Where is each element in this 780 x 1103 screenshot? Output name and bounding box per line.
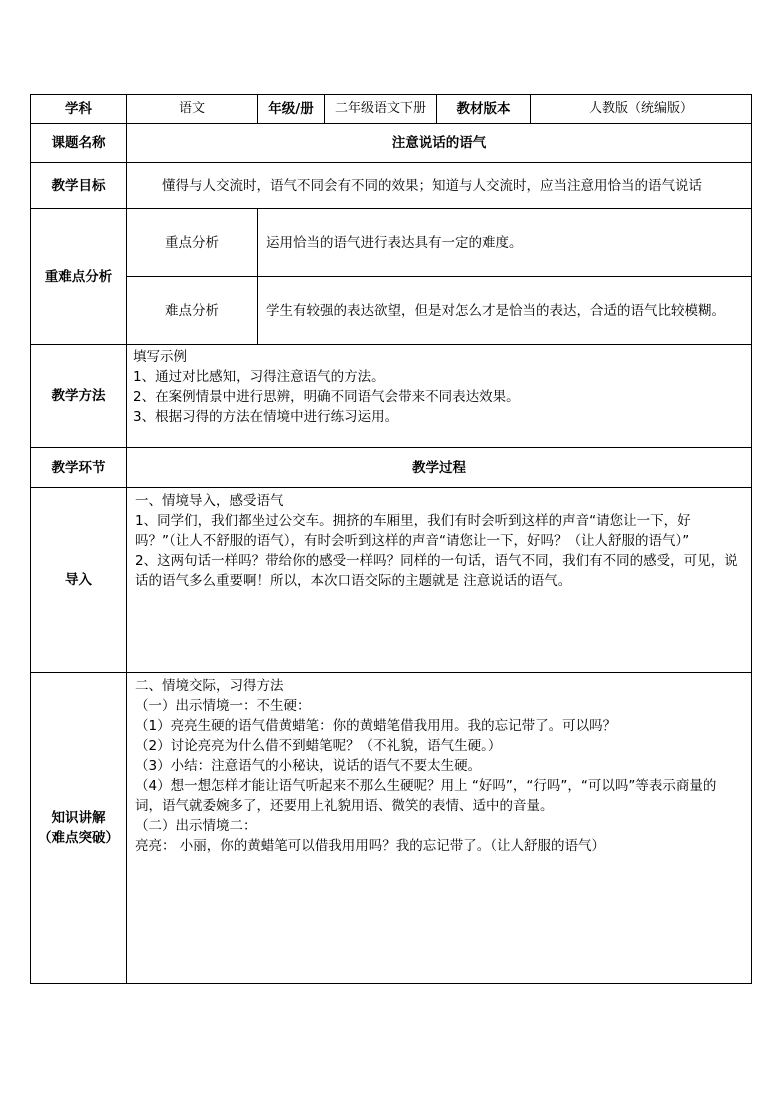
key-point-row: [31, 209, 752, 277]
knowledge-label: [31, 673, 127, 984]
method-line: 2、在案例情景中进行思辨，明确不同语气会带来不同表达效果。: [133, 389, 520, 405]
topic-label: 课题名称: [31, 124, 127, 163]
difficult-point-label: 难点分析: [127, 277, 258, 345]
grade-label: 年级/册: [258, 95, 325, 124]
knowledge-line: 二、情境交际，习得方法: [135, 678, 284, 694]
stage-header: 教学环节: [31, 448, 127, 488]
intro-line: 一、情境导入，感受语气: [135, 493, 284, 509]
knowledge-line: （2）讨论亮亮为什么借不到蜡笔呢？（不礼貌，语气生硬。）: [135, 738, 502, 754]
knowledge-line: （4）想一想怎样才能让语气听起来不那么生硬呢？用上 “好吗”，“行吗”，“可以吗”等表示商量的词，语气就委婉多了，还要用上礼貌用语、微笑的表情、适中的音量。: [135, 778, 717, 814]
header-row: [31, 95, 752, 124]
method-content: [127, 345, 752, 448]
difficult-point-row: [31, 277, 752, 345]
knowledge-line: （二）出示情境二：: [135, 818, 257, 834]
textbook-value: 人教版（统编版）: [531, 95, 752, 124]
method-row: [31, 345, 752, 448]
knowledge-line: （一）出示情境一：不生硬：: [135, 698, 311, 714]
knowledge-line: （1）亮亮生硬的语气借黄蜡笔：你的黄蜡笔借我用用。我的忘记带了。可以吗？: [135, 718, 617, 734]
intro-line: 2、这两句话一样吗？带给你的感受一样吗？同样的一句话，语气不同，我们有不同的感受，可见，说话的语气多么重要啊！所以，本次口语交际的主题就是 注意说话的语气。: [135, 553, 738, 589]
knowledge-content: [127, 673, 752, 984]
topic-title: 注意说话的语气: [127, 124, 752, 163]
goal-row: [31, 163, 752, 209]
method-line: 填写示例: [133, 349, 187, 365]
subject-label: 学科: [31, 95, 127, 124]
goal-text: 懂得与人交流时，语气不同会有不同的效果；知道与人交流时，应当注意用恰当的语气说话: [127, 163, 752, 209]
knowledge-line: 亮亮： 小丽，你的黄蜡笔可以借我用用吗？我的忘记带了。（让人舒服的语气）: [135, 838, 606, 854]
intro-content: [127, 488, 752, 673]
method-label: 教学方法: [31, 345, 127, 448]
subject-value: 语文: [127, 95, 258, 124]
key-point-text: 运用恰当的语气进行表达具有一定的难度。: [258, 209, 752, 277]
knowledge-row: [31, 673, 752, 984]
goal-label-visible: 教学目标: [31, 163, 127, 209]
intro-row: [31, 488, 752, 673]
intro-line: 1、同学们，我们都坐过公交车。拥挤的车厢里，我们有时会听到这样的声音“请您让一下，好吗？”（让人不舒服的语气），有时会听到这样的声音“请您让一下，好吗？（让人舒服的语气）”: [135, 513, 691, 549]
key-point-label: 重点分析: [127, 209, 258, 277]
grade-value: 二年级语文下册: [325, 95, 437, 124]
process-header-row: [31, 448, 752, 488]
intro-label: 导入: [31, 488, 127, 673]
knowledge-line: （3）小结：注意语气的小秘诀，说话的语气不要太生硬。: [135, 758, 482, 774]
textbook-label: 教材版本: [437, 95, 531, 124]
method-line: 1、通过对比感知，习得注意语气的方法。: [133, 369, 385, 385]
lesson-plan-table: [30, 94, 752, 984]
method-line: 3、根据习得的方法在情境中进行练习运用。: [133, 409, 399, 425]
analysis-label: 重难点分析: [31, 209, 127, 345]
process-header: 教学过程: [127, 448, 752, 488]
knowledge-label-line2: （难点突破）: [38, 830, 119, 846]
knowledge-label-line1: 知识讲解: [51, 810, 106, 826]
topic-row: [31, 124, 752, 163]
difficult-point-text: 学生有较强的表达欲望，但是对怎么才是恰当的表达，合适的语气比较模糊。: [258, 277, 752, 345]
